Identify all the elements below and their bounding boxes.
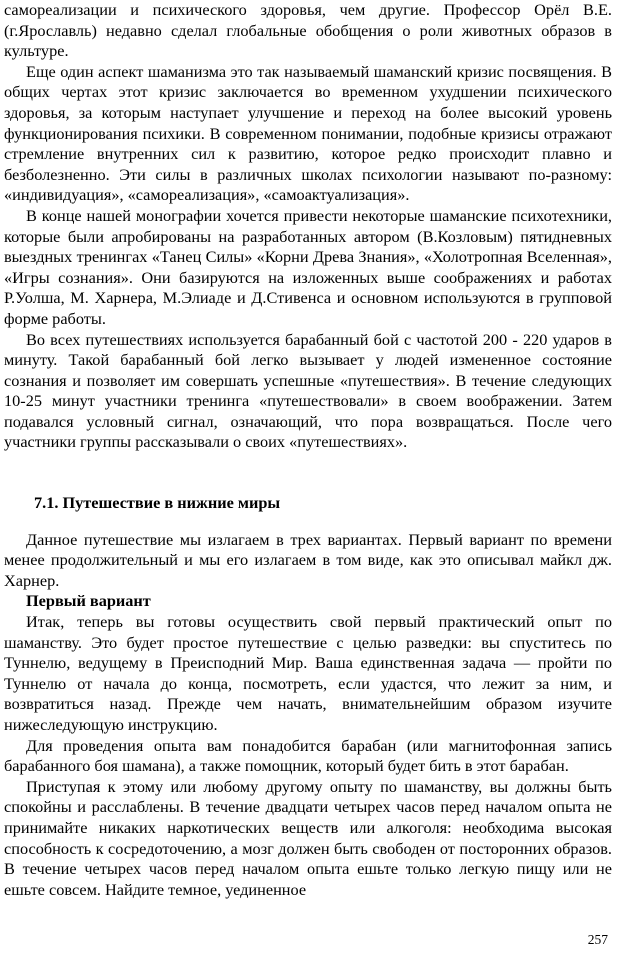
section-intro-paragraph: Данное путешествие мы излагаем в трех вариантах. Первый вариант по времени менее продолжительный и мы его излагаем в том виде, как это описывал майкл дж. Харнер.	[4, 529, 612, 590]
paragraph: Приступая к этому или любому другому опыту по шаманству, вы должны быть спокойны и расслаблены. В течение двадцати четырех часов перед началом опыта не принимайте никаких наркотических веществ или алкоголя: необходима высокая способность к сосредоточению, а мозг должен быть свободен от посторонних образов. В течение четырех часов перед началом опыта ешьте только легкую пищу или не ешьте совсем. Найдите темное, уединенное	[4, 776, 612, 899]
page-number: 257	[587, 932, 608, 947]
paragraph: Еще один аспект шаманизма это так называемый шаманский кризис посвящения. В общих чертах этот кризис заключается во временном ухудшении психического здоровья, за которым наступает улучшение и переход на более высокий уровень функционирования психики. В современном понимании, подобные кризисы отражают стремление внутренних сил к развитию, которое редко происходит плавно и безболезненно. Эти силы в различных школах психологии называют по-разному: «индивидуация», «самореализация», «самоактуализация».	[4, 61, 612, 205]
paragraph: Итак, теперь вы готовы осуществить свой первый практический опыт по шаманству. Это будет простое путешествие с целью разведки: вы спуститесь по Туннелю, ведущему в Преисподний Мир. Ваша единственная задача — пройти по Туннелю от начала до конца, посмотреть, если удастся, что лежит за ним, и возвратиться назад. Прежде чем начать, внимательнейшим образом изучите нижеследующую инструкцию.	[4, 612, 612, 734]
paragraph: Для проведения опыта вам понадобится барабан (или магнитофонная запись барабанного боя шамана), а также помощник, который будет бить в этот барабан.	[4, 735, 612, 776]
paragraph: Во всех путешествиях используется барабанный бой с частотой 200 - 220 ударов в минуту. Такой барабанный бой легко вызывает у людей измененное состояние сознания и позволяет им совершать успешные «путешествия». В течение следующих 10-25 минут участники тренинга «путешествовали» в своем воображении. Затем подавался условный сигнал, означающий, что пора возвращаться. После чего участники группы рассказывали о своих «путешествиях».	[4, 329, 612, 452]
paragraph: самореализации и психического здоровья, чем другие. Профессор Орёл В.Е. (г.Ярославль) недавно сделал глобальные обобщения о роли животных образов в культуре.	[4, 0, 612, 61]
section-spacer	[4, 453, 612, 493]
section-heading: 7.1. Путешествие в нижние миры	[34, 493, 281, 513]
document-page	[4, 0, 612, 900]
heading-spacer	[4, 514, 612, 530]
paragraph: В конце нашей монографии хочется привести некоторые шаманские психотехники, которые были апробированы на разработанных автором (В.Козловым) пятидневных выездных тренингах «Танец Силы» «Корни Древа Знания», «Холотропная Вселенная», «Игры сознания». Они базируются на изложенных выше соображениях и работах Р.Уолша, М. Харнера, М.Элиаде и Д.Стивенса и основном используются в групповой форме работы.	[4, 205, 612, 328]
subsection-heading: Первый вариант	[26, 591, 151, 611]
